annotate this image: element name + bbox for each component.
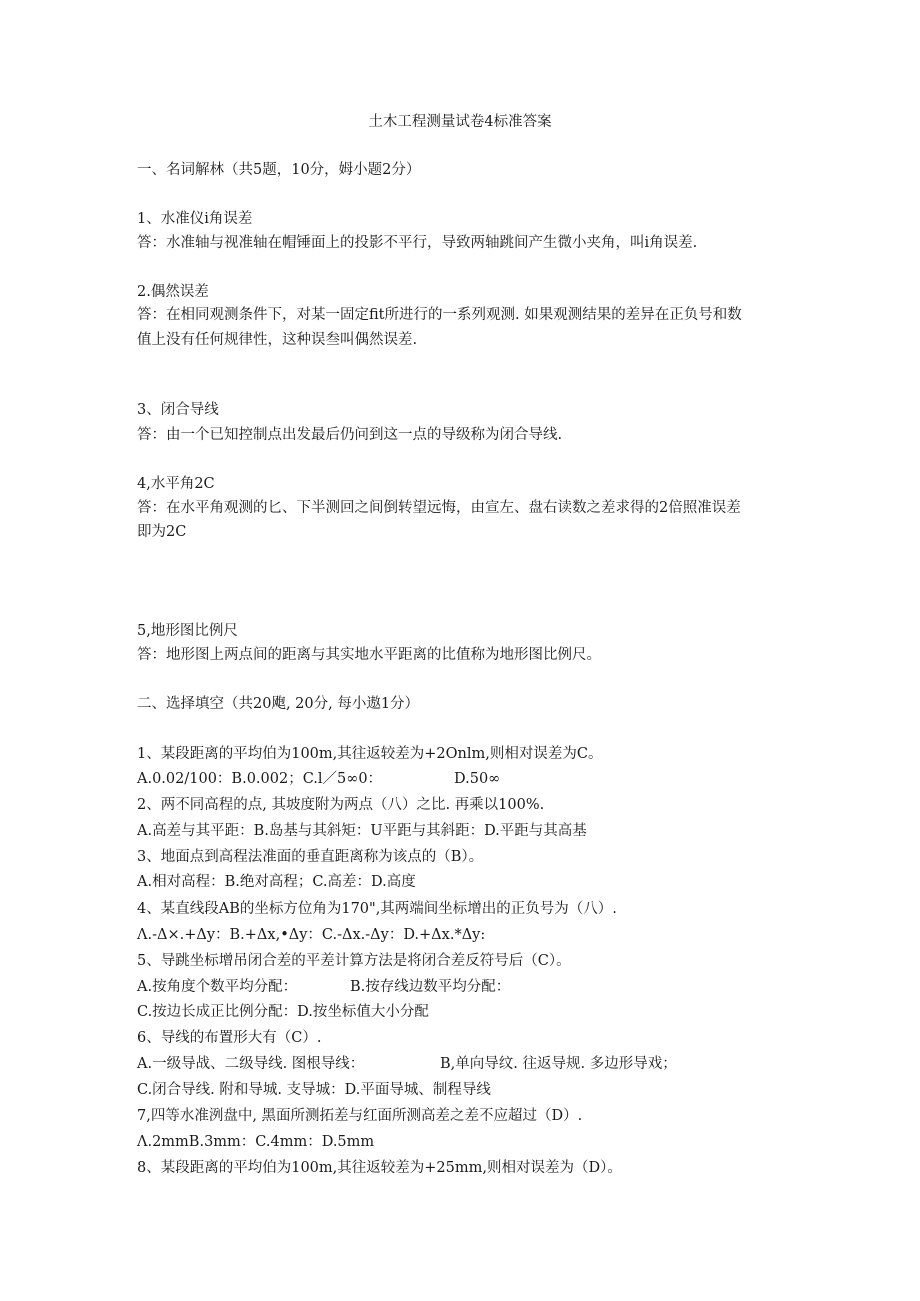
choice-q7-options: Λ.2mmB.3mm：C.4mm：D.5mm: [137, 1134, 375, 1150]
choice-q8: 8、某段距离的平均伯为100m,其往返较差为+25mm,则相对误差为（D）。: [137, 1160, 622, 1176]
choice-q2-options: A.高差与其平距：B.岛基与其斜矩：U平距与其斜距：D.平距与其高基: [137, 823, 587, 839]
choice-q5: 5、导跳坐标增吊闭合差的平差计算方法是将闭合差反符号后（C）。: [137, 953, 571, 969]
term-4-answer-line1: 答：在水平角观测的匕、下半测回之间倒转望远悔，由宣左、盘右读数之差求得的2倍照准误差: [137, 500, 741, 516]
term-3-title: 3、闭合导线: [137, 402, 219, 418]
choice-q4: 4、某直线段AB的坐标方位角为170",其两端间坐标增出的正负号为（八）.: [137, 901, 617, 917]
choice-q3-options: A.相对高程：B.绝对高程；C.高差：D.高度: [137, 874, 416, 890]
choice-q1-options: [137, 769, 501, 789]
term-4-answer-line2: 即为2C: [137, 524, 187, 540]
choice-q7: 7,四等水准洌盘中, 黑面所测拓差与红面所测高差之差不应超过（D）.: [137, 1108, 583, 1124]
choice-q5-option-a: A.按角度个数平均分配：: [137, 979, 298, 995]
choice-q1-option-d: D.50∞: [454, 771, 501, 787]
document-title: 土木工程测量试卷4标准答案: [368, 114, 552, 130]
choice-q6-option-b: B,单向导纹. 往返导规. 多边形导戏；: [440, 1056, 677, 1072]
choice-q6: 6、导线的布置形大有（C）.: [137, 1030, 322, 1046]
term-5-answer: 答：地形图上两点间的距离与其实地水平距离的比值称为地形图比例尺。: [137, 647, 601, 663]
section1-heading: 一、名词解林（共5题，10分，姆小题2分）: [137, 162, 421, 178]
choice-q6-options-ab: [137, 1054, 677, 1074]
section2-heading: 二、选择填空（共20飑, 20分, 每小遨1分）: [137, 696, 420, 712]
choice-q6-options-cd: C.闭合导线. 附和导城. 支导城：D.平面导城、制程导线: [137, 1082, 491, 1098]
choice-q1-options-abc: A.0.02/100：B.0.002；C.l／5∞0：: [137, 771, 383, 787]
choice-q1: 1、某段距离的平均伯为100m,其往返较差为+2Onlm,则相对误差为C。: [137, 746, 603, 762]
term-2-answer-line1: 答：在相同观测条件下，对某一固定fit所进行的一系列观测. 如果观测结果的差异在正负号和数: [137, 307, 742, 323]
term-1-title: 1、水准仪i角误差: [137, 211, 253, 227]
choice-q6-option-a: A.一级导战、二级导线. 图根导线：: [137, 1056, 365, 1072]
term-5-title: 5,地形图比例尺: [137, 623, 238, 639]
choice-q5-options-ab: [137, 977, 511, 997]
term-4-title: 4,水平角2C: [137, 476, 215, 492]
term-2-title: 2.偶然误差: [137, 284, 209, 300]
term-1-answer: 答：水准轴与视准轴在帽锤面上的投影不平行，导致两轴跳间产生微小夹角，叫i角误差.: [137, 235, 698, 251]
term-3-answer: 答：由一个已知控制点出发最后仍问到这一点的导级称为闭合导线.: [137, 427, 563, 443]
choice-q3: 3、地面点到高程法准面的垂直距离称为该点的（B）。: [137, 849, 484, 865]
choice-q5-option-b: B.按存线边数平均分配：: [350, 979, 511, 995]
term-2-answer-line2: 值上没有任何规律性，这种误叁叫偶然误差.: [137, 332, 418, 348]
choice-q4-options: Λ.-Δ×.+Δy：B.+Δx,•Δy：C.-Δx.-Δy：D.+Δx.*Δy:: [137, 927, 486, 943]
choice-q2: 2、两不同高程的点, 其坡度附为两点（八）之比. 再乘以100%.: [137, 797, 545, 813]
choice-q5-options-cd: C.按边长成正比例分配：D.按坐标值大小分配: [137, 1004, 429, 1020]
